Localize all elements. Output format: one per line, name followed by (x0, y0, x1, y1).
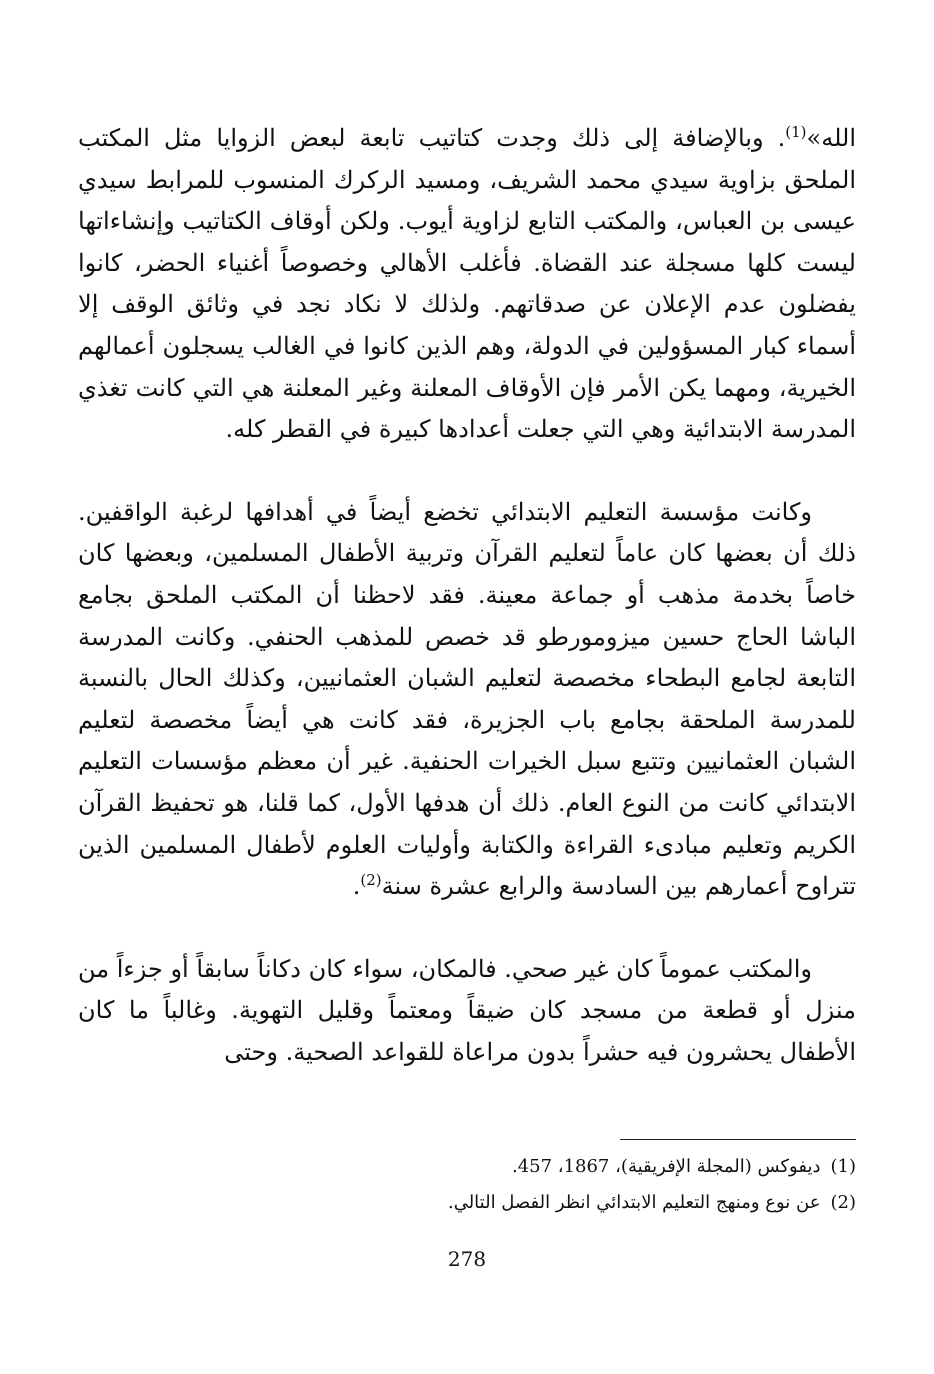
footnote-1 (78, 1149, 856, 1185)
paragraph-text: . وبالإضافة إلى ذلك وجدت كتاتيب تابعة لبعض الزوايا مثل المكتب الملحق بزاوية سيدي محمد الشريف، ومسيد الركرك المنسوب للمرابط سيدي عيسى بن العباس، والمكتب التابع لزاوية أيوب. ولكن أوقاف الكتاتيب وإنشاءاتها ليست كلها مسجلة عند القضاة. فأغلب الأهالي وخصوصاً أغنياء الحضر، كانوا يفضلون عدم الإعلان عن صدقاتهم. ولذلك لا نكاد نجد في وثائق الوقف إلا أسماء كبار المسؤولين في الدولة، وهم الذين كانوا في الغالب يسجلون أعمالهم الخيرية، ومهما يكن الأمر فإن الأوقاف المعلنة وغير المعلنة هي التي كانت تغذي المدرسة الابتدائية وهي التي جعلت أعدادها كبيرة في القطر كله. (78, 124, 856, 444)
paragraph-3 (78, 949, 856, 1074)
paragraph-spacer (78, 451, 856, 492)
footnote-ref-2: (2) (360, 871, 382, 890)
footnote-separator (620, 1139, 856, 1140)
footnote-2 (78, 1185, 856, 1221)
page-number: 278 (447, 1247, 487, 1271)
footnote-number: (2) (830, 1192, 856, 1213)
footnote-text: عن نوع ومنهج التعليم الابتدائي انظر الفصل التالي. (447, 1192, 821, 1213)
paragraph-text: الله» (806, 124, 856, 152)
paragraph-2 (78, 492, 856, 908)
footnote-ref-1: (1) (785, 123, 807, 141)
book-page (78, 118, 856, 1374)
footnote-text: ديفوكس (المجلة الإفريقية)، 1867، 457. (511, 1156, 821, 1177)
footnote-number: (1) (830, 1156, 856, 1177)
footnotes (78, 1149, 856, 1221)
paragraph-1 (78, 118, 856, 451)
paragraph-spacer (78, 908, 856, 949)
paragraph-text: وكانت مؤسسة التعليم الابتدائي تخضع أيضاً في أهدافها لرغبة الواقفين. ذلك أن بعضها كان عاماً لتعليم القرآن وتربية الأطفال المسلمين، وبعضها كان خاصاً بخدمة مذهب أو جماعة معينة. فقد لاحظنا أن المكتب الملحق بجامع الباشا الحاج حسين ميزومورطو قد خصص للمذهب الحنفي. وكانت المدرسة التابعة لجامع البطحاء مخصصة لتعليم الشبان العثمانيين، وكذلك الحال بالنسبة للمدرسة الملحقة بجامع باب الجزيرة، فقد كانت هي أيضاً مخصصة لتعليم الشبان العثمانيين وتتبع سبل الخيرات الحنفية. غير أن معظم مؤسسات التعليم الابتدائي كانت من النوع العام. ذلك أن هدفها الأول، كما قلنا، هو تحفيظ القرآن الكريم وتعليم مبادىء القراءة والكتابة وأوليات العلوم لأطفال المسلمين الذين تتراوح أعمارهم بين السادسة والرابع عشرة سنة (78, 497, 856, 901)
paragraph-text: والمكتب عموماً كان غير صحي. فالمكان، سواء كان دكاناً سابقاً أو جزءاً من منزل أو قطعة من مسجد كان ضيقاً ومعتماً وقليل التهوية. وغالباً ما كان الأطفال يحشرون فيه حشراً بدون مراعاة للقواعد الصحية. وحتى (78, 954, 856, 1066)
paragraph-text: . (352, 872, 361, 901)
